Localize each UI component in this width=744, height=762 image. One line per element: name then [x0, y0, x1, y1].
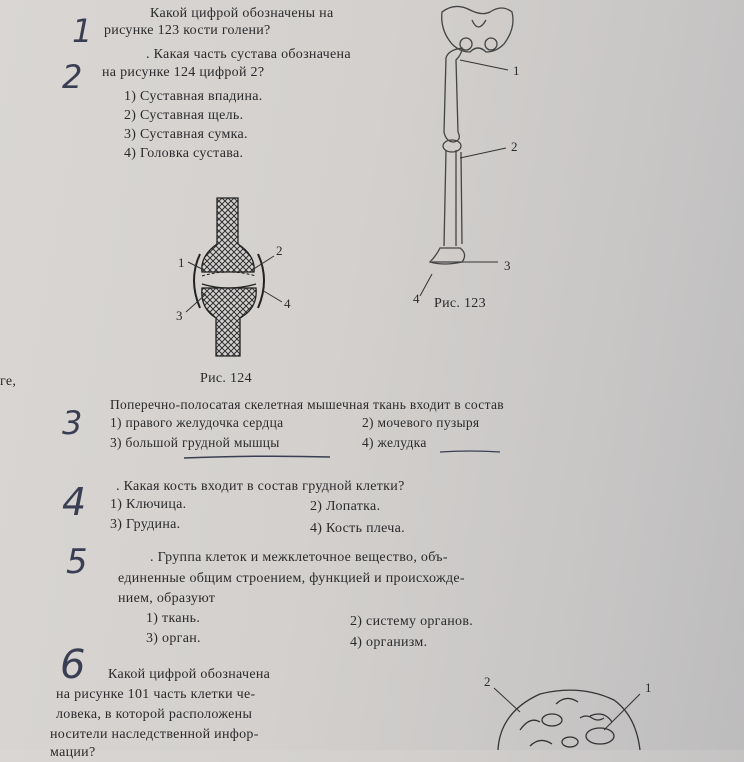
handwritten-number-3: 3	[62, 404, 83, 442]
question-5-option-4: 4) организм.	[350, 635, 428, 650]
figure-123-caption: Рис. 123	[434, 296, 486, 311]
question-6-line-1: Какой цифрой обозначена	[108, 667, 271, 682]
question-2-option-1: 1) Суставная впадина.	[124, 89, 263, 104]
handwritten-number-1: 1	[72, 12, 93, 50]
question-2-option-3: 3) Суставная сумка.	[124, 127, 248, 142]
question-5-line-1: . Группа клеток и межклеточное вещество, объ-	[150, 550, 448, 565]
question-4-option-2: 2) Лопатка.	[310, 499, 381, 514]
handwritten-number-5: 5	[66, 542, 88, 582]
question-2-line-2: на рисунке 124 цифрой 2?	[102, 65, 265, 80]
handwritten-number-2: 2	[62, 58, 83, 96]
question-3-option-3: 3) большой грудной мышцы	[110, 435, 280, 450]
figure-123-label-1: 1	[513, 63, 520, 78]
question-6-line-2: на рисунке 101 часть клетки че-	[56, 687, 256, 702]
question-5-line-3: нием, образуют	[118, 591, 216, 606]
question-2-option-2: 2) Суставная щель.	[124, 108, 244, 123]
question-2-line-1: . Какая часть сустава обозначена	[146, 47, 351, 62]
question-4-option-1: 1) Ключица.	[110, 497, 187, 512]
figure-101-label-2: 2	[484, 674, 491, 689]
handwritten-number-6: 6	[60, 642, 86, 688]
question-5-option-3: 3) орган.	[146, 631, 201, 646]
figure-124-label-2: 2	[276, 243, 283, 258]
question-6-line-4: носители наследственной инфор-	[50, 727, 259, 742]
question-3-option-1: 1) правого желудочка сердца	[110, 415, 284, 430]
margin-fragment-text: ге,	[0, 374, 17, 389]
figure-124-label-3: 3	[176, 308, 183, 323]
question-6-line-5: мации?	[50, 745, 96, 760]
question-5-option-2: 2) систему органов.	[350, 614, 474, 629]
figure-123-label-2: 2	[511, 139, 518, 154]
question-3-option-4: 4) желудка	[362, 435, 427, 450]
question-6-line-3: ловека, в которой расположены	[56, 707, 253, 722]
question-5-option-1: 1) ткань.	[146, 611, 201, 626]
figure-101-label-1: 1	[645, 680, 652, 695]
question-2-option-4: 4) Головка сустава.	[124, 146, 244, 161]
question-3-option-2: 2) мочевого пузыря	[362, 415, 480, 430]
question-3-stem: Поперечно-полосатая скелетная мышечная ткань входит в состав	[110, 397, 504, 412]
figure-123-label-4: 4	[413, 291, 420, 306]
question-1-line-1: Какой цифрой обозначены на	[150, 6, 334, 21]
figure-124-label-1: 1	[178, 255, 185, 270]
question-4-option-3: 3) Грудина.	[110, 517, 181, 532]
question-4-option-4: 4) Кость плеча.	[310, 521, 405, 536]
figure-123-label-3: 3	[504, 258, 511, 273]
handwritten-number-4: 4	[62, 480, 87, 524]
figure-124-caption: Рис. 124	[200, 371, 252, 386]
question-4-stem: . Какая кость входит в состав грудной клетки?	[116, 479, 405, 494]
question-5-line-2: единенные общим строением, функцией и происхожде-	[118, 571, 465, 586]
figure-124-label-4: 4	[284, 296, 291, 311]
question-1-line-2: рисунке 123 кости голени?	[104, 23, 271, 38]
